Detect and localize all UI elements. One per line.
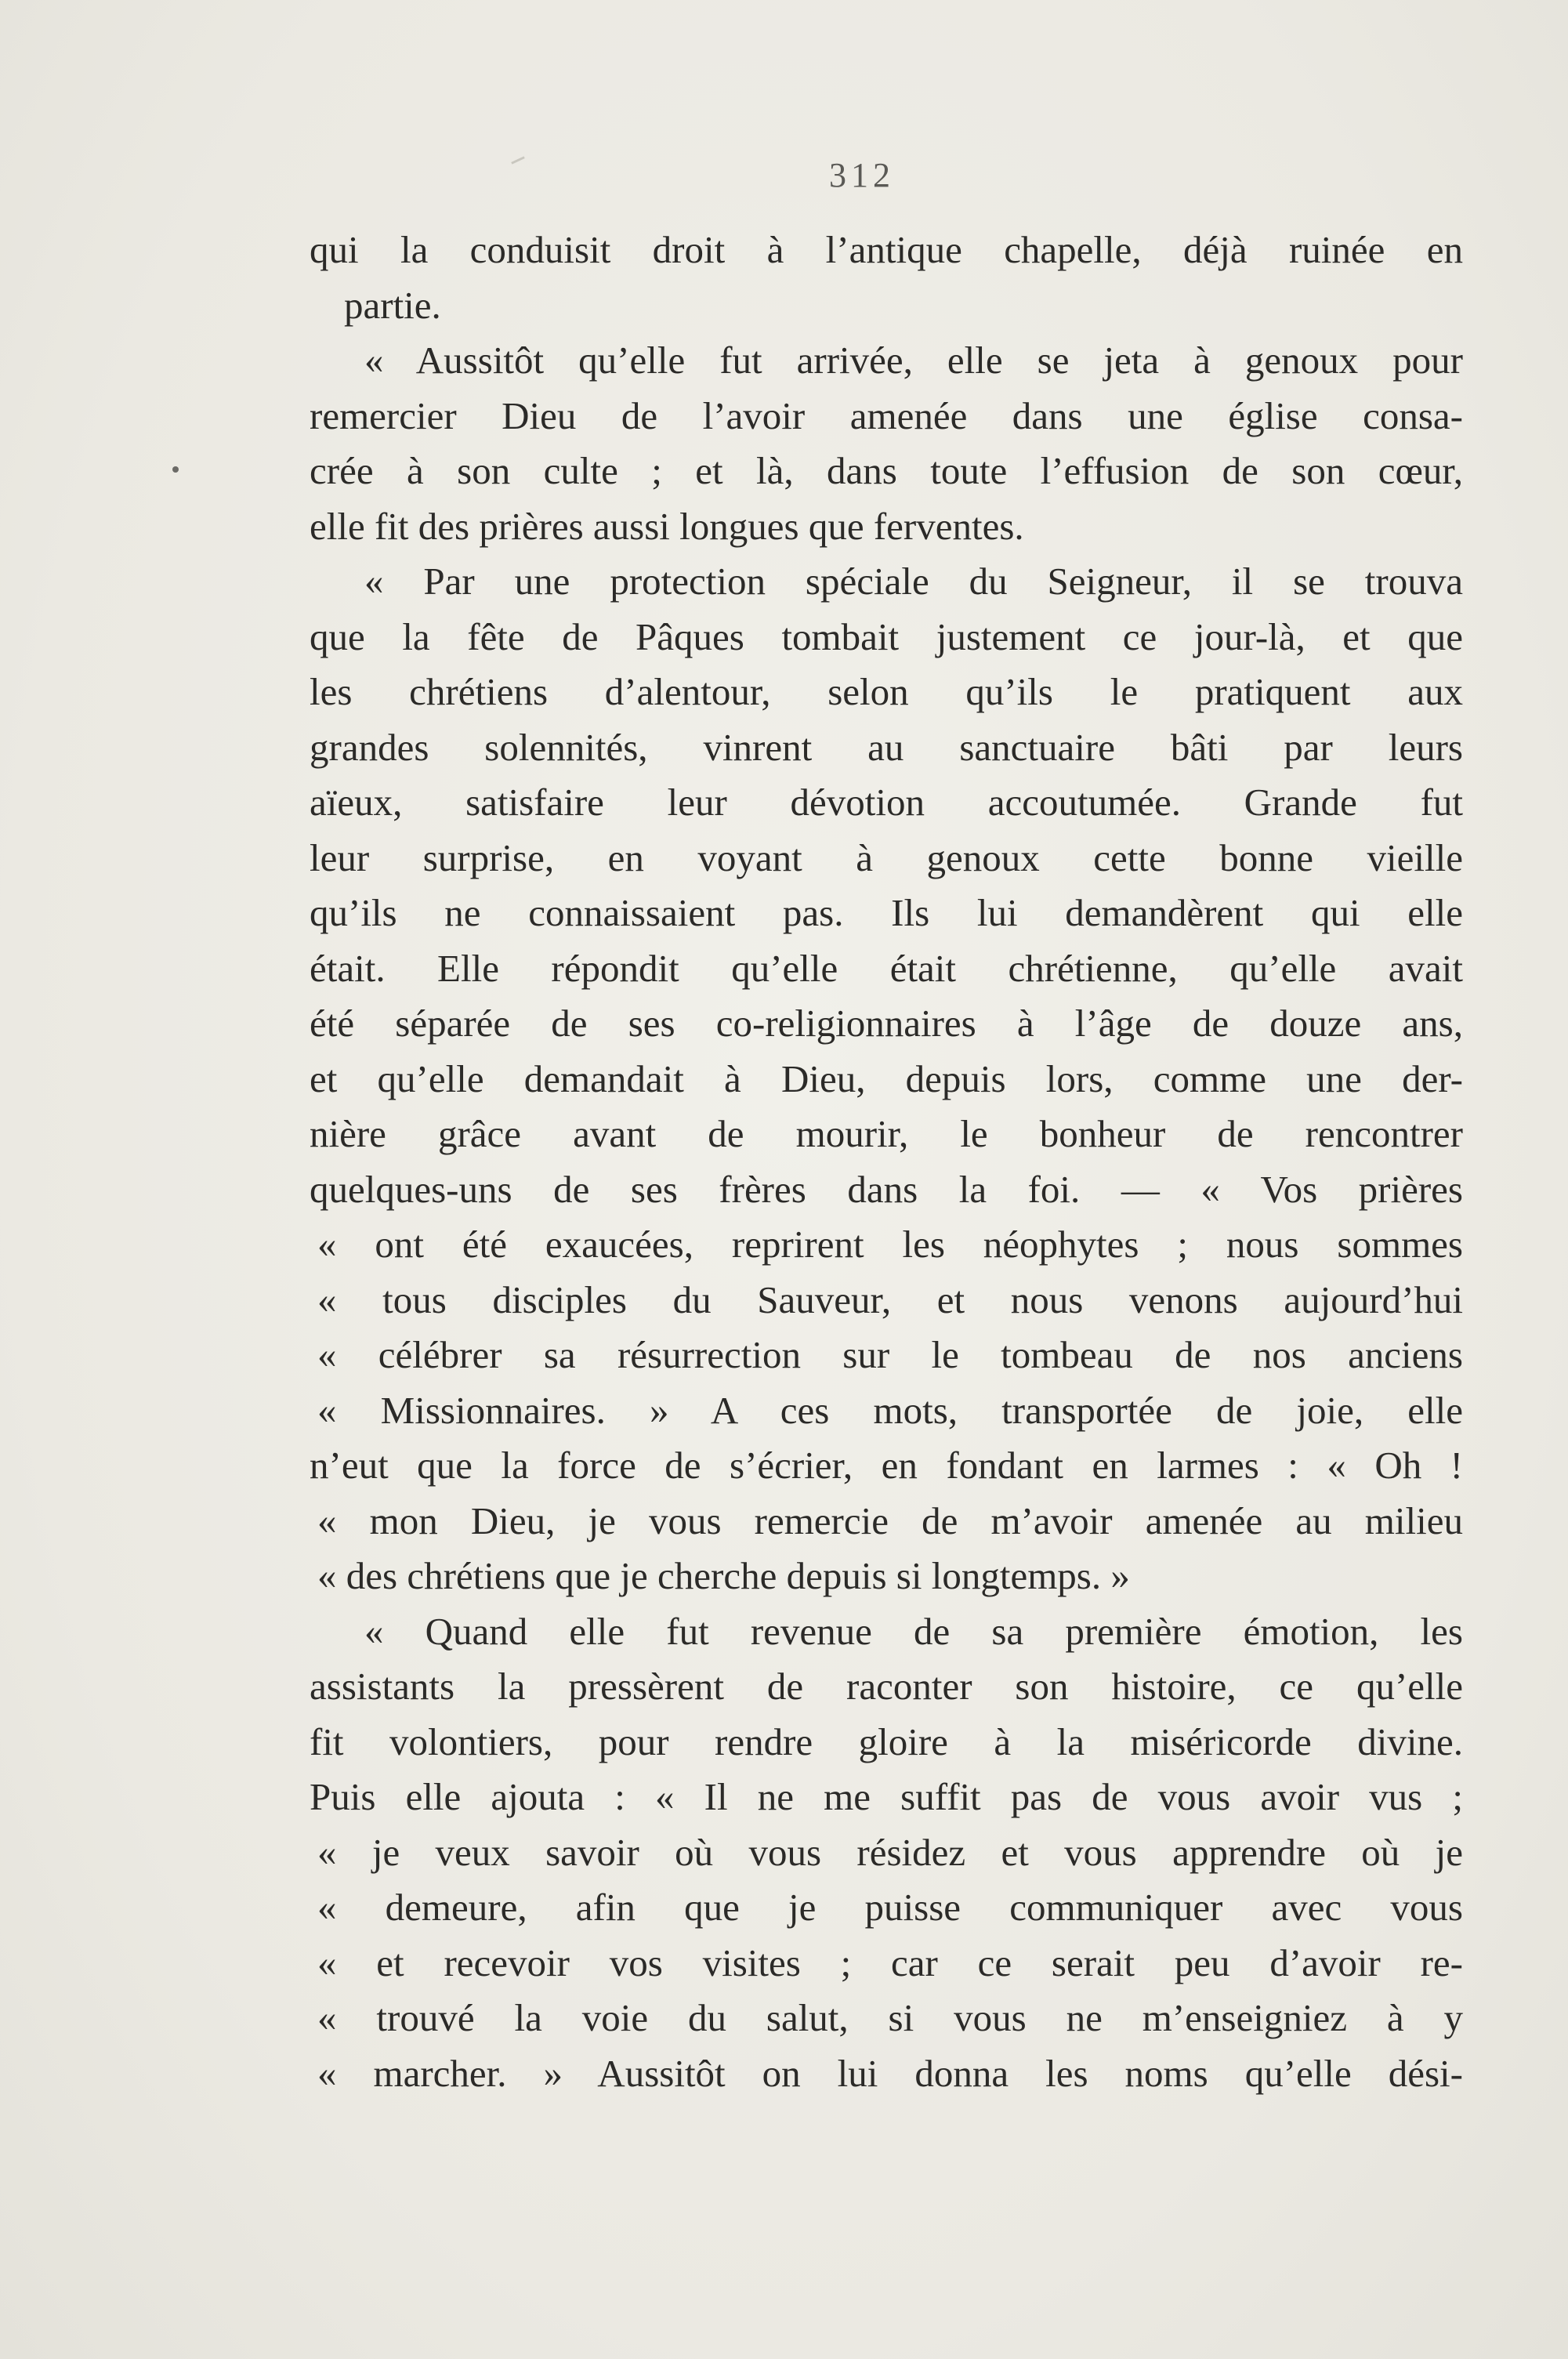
text-line: « tous disciples du Sauveur, et nous venons aujourd’hui: [317, 1277, 1463, 1321]
page-number: 312: [829, 156, 895, 194]
text-line: « Aussitôt qu’elle fut arrivée, elle se jeta à genoux pour: [364, 339, 1463, 382]
text-line: « je veux savoir où vous résidez et vous apprendre où je: [317, 1830, 1463, 1874]
text-line: elle fit des prières aussi longues que ferventes.: [310, 504, 1024, 548]
margin-dot: [172, 466, 179, 473]
text-line: remercier Dieu de l’avoir amenée dans une église consa-: [310, 393, 1463, 437]
text-line: aïeux, satisfaire leur dévotion accoutumée. Grande fut: [310, 781, 1463, 824]
text-line: et qu’elle demandait à Dieu, depuis lors, comme une der-: [310, 1056, 1463, 1100]
text-line: « marcher. » Aussitôt on lui donna les noms qu’elle dési-: [317, 2051, 1463, 2095]
text-line: les chrétiens d’alentour, selon qu’ils le pratiquent aux: [310, 670, 1463, 713]
text-line: « et recevoir vos visites ; car ce serait peu d’avoir re-: [317, 1940, 1463, 1984]
text-line: crée à son culte ; et là, dans toute l’effusion de son cœur,: [310, 449, 1463, 492]
text-line: était. Elle répondit qu’elle était chrétienne, qu’elle avait: [310, 946, 1463, 990]
body-text: [310, 223, 1463, 2101]
text-line: été séparée de ses co-religionnaires à l’âge de douze ans,: [310, 1002, 1463, 1045]
text-line: nière grâce avant de mourir, le bonheur de rencontrer: [310, 1112, 1463, 1155]
text-line: « Par une protection spéciale du Seigneur, il se trouva: [364, 560, 1463, 603]
text-line: qui la conduisit droit à l’antique chapelle, déjà ruinée en: [310, 228, 1463, 271]
text-line: « des chrétiens que je cherche depuis si longtemps. »: [317, 1554, 1130, 1597]
text-line: que la fête de Pâques tombait justement ce jour-là, et que: [310, 614, 1463, 658]
text-line: leur surprise, en voyant à genoux cette bonne vieille: [310, 835, 1463, 879]
text-line: « Missionnaires. » A ces mots, transportée de joie, elle: [317, 1388, 1463, 1432]
text-line: n’eut que la force de s’écrier, en fondant en larmes : « Oh !: [310, 1444, 1463, 1487]
text-line: « demeure, afin que je puisse communiquer avec vous: [317, 1886, 1463, 1929]
text-line: Puis elle ajouta : « Il ne me suffit pas de vous avoir vus ;: [310, 1775, 1463, 1818]
text-line: « mon Dieu, je vous remercie de m’avoir amenée au milieu: [317, 1498, 1463, 1542]
text-line: « trouvé la voie du salut, si vous ne m’enseigniez à y: [317, 1996, 1463, 2039]
text-line: « Quand elle fut revenue de sa première émotion, les: [364, 1609, 1463, 1653]
text-line: assistants la pressèrent de raconter son histoire, ce qu’elle: [310, 1665, 1463, 1708]
text-line: « ont été exaucées, reprirent les néophytes ; nous sommes: [317, 1223, 1463, 1266]
paper-mark: [511, 156, 525, 164]
text-line: quelques-uns de ses frères dans la foi. — « Vos prières: [310, 1167, 1463, 1211]
text-line: fit volontiers, pour rendre gloire à la miséricorde divine.: [310, 1719, 1463, 1763]
text-line: grandes solennités, vinrent au sanctuaire bâti par leurs: [310, 725, 1463, 769]
text-line: « célébrer sa résurrection sur le tombeau de nos anciens: [317, 1333, 1463, 1376]
text-line: qu’ils ne connaissaient pas. Ils lui demandèrent qui elle: [310, 891, 1463, 934]
text-line: partie.: [344, 283, 441, 327]
